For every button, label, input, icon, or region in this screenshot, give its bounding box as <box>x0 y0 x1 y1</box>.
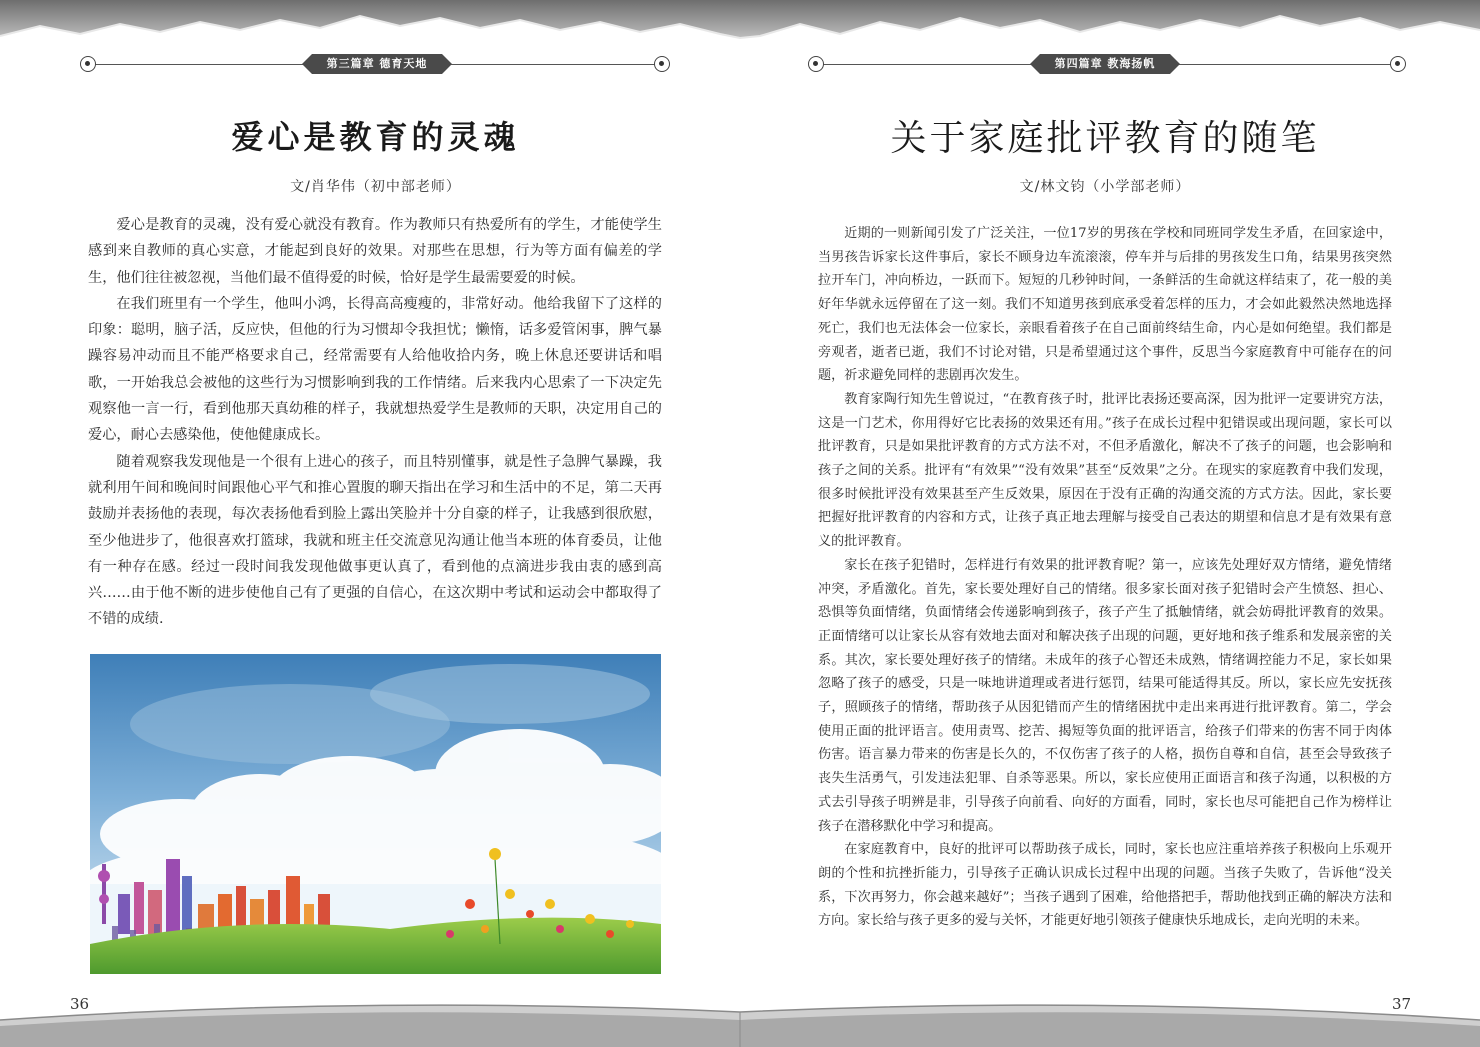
article-author: 文/林文钧（小学部老师） <box>1019 179 1191 195</box>
paragraph: 爱心是教育的灵魂，没有爱心就没有教育。作为教师只有热爱所有的学生，才能使学生感到来自教师的真心实意，才能起到良好的效果。对那些在思想，行为等方面有偏差的学生，他们往往被忽视，当他们最不值得爱的时候，恰好是学生最需要爱的时候。 <box>88 217 662 286</box>
right-chapter-header <box>808 54 1406 74</box>
header-ornament-icon <box>808 56 824 72</box>
paragraph: 在我们班里有一个学生，他叫小鸿，长得高高瘦瘦的，非常好动。他给我留下了这样的印象：聪明，脑子活，反应快，但他的行为习惯却令我担忧；懒惰，话多爱管闲事，脾气暴躁容易冲动而且不能严格要求自己，经常需要有人给他收拾内务，晚上休息还要讲话和唱歌，一开始我总会被他的这些行为习惯影响到我的工作情绪。后来我内心思索了一下决定先观察他一言一行，看到他那天真幼稚的样子，我就想热爱学生是教师的天职，决定用自己的爱心，耐心去感染他，使他健康成长。 <box>88 295 662 444</box>
chapter-tag: 第三篇章 德育天地 <box>312 54 442 74</box>
paragraph: 近期的一则新闻引发了广泛关注，一位17岁的男孩在学校和同班同学发生矛盾，在回家途中，当男孩告诉家长这件事后，家长不顾身边车流滚滚，停车并与后排的男孩发生口角，结果男孩突然拉开车门，冲向桥边，一跃而下。短短的几秒钟时间，一条鲜活的生命就这样结束了，花一般的美好年华就永远停留在了这一刻。我们不知道男孩到底承受着怎样的压力，才会如此毅然决然地选择死亡，我们也无法体会一位家长，亲眼看着孩子在自己面前终结生命，内心是如何绝望。我们都是旁观者，逝者已逝，我们不讨论对错，只是希望通过这个事件，反思当今家庭教育中可能存在的问题，祈求避免同样的悲剧再次发生。 <box>818 226 1392 384</box>
header-ornament-icon <box>654 56 670 72</box>
paragraph: 随着观察我发现他是一个很有上进心的孩子，而且特别懂事，就是性子急脾气暴躁，我就利用午间和晚间时间跟他心平气和推心置腹的聊天指出在学习和生活中的不足，第二天再鼓励并表扬他的表现，每次表扬他看到脸上露出笑脸并十分自豪的样子，让我感到很欣慰，至少他进步了，他很喜欢打篮球，我就和班主任交流意见沟通让他当本班的体育委员，让他有一种存在感。经过一段时间我发现他做事更认真了，看到他的点滴进步我由衷的感到高兴……由于他不断的进步使他自己有了更强的自信心，在这次期中考试和运动会中都取得了不错的成绩. <box>88 453 662 628</box>
article-title: 关于家庭批评教育的随笔 <box>890 118 1320 159</box>
torn-paper-top <box>0 0 1480 42</box>
header-ornament-icon <box>80 56 96 72</box>
left-chapter-header <box>80 54 670 74</box>
article-body <box>818 222 1392 933</box>
article-body <box>88 212 662 633</box>
page-number: 37 <box>1392 995 1412 1013</box>
paragraph: 家长在孩子犯错时，怎样进行有效果的批评教育呢？第一，应该先处理好双方情绪，避免情绪冲突，矛盾激化。首先，家长要处理好自己的情绪。很多家长面对孩子犯错时会产生愤怒、担心、恐惧等负面情绪，负面情绪会传递影响到孩子，孩子产生了抵触情绪，就会妨碍批评教育的效果。正面情绪可以让家长从容有效地去面对和解决孩子出现的问题，更好地和孩子维系和发展亲密的关系。其次，家长要处理好孩子的情绪。未成年的孩子心智还未成熟，情绪调控能力不足，家长如果忽略了孩子的感受，只是一味地讲道理或者进行惩罚，结果可能适得其反。所以，家长应先安抚孩子，照顾孩子的情绪，帮助孩子从因犯错而产生的情绪困扰中走出来再进行批评教育。第二，学会使用正面的批评语言。使用责骂、挖苦、揭短等负面的批评语言，给孩子们带来的伤害不同于肉体伤害。语言暴力带来的伤害是长久的，不仅伤害了孩子的人格，损伤自尊和自信，甚至会导致孩子丧失生活勇气，引发违法犯罪、自杀等恶果。所以，家长应使用正面语言和孩子沟通，以积极的方式去引导孩子明辨是非，引导孩子向前看、向好的方面看，同时，家长也尽可能把自己作为榜样让孩子在潜移默化中学习和提高。 <box>818 557 1392 834</box>
page-number: 36 <box>70 995 90 1013</box>
article-author: 文/肖华伟（初中部老师） <box>290 179 461 195</box>
paragraph: 教育家陶行知先生曾说过，“在教育孩子时，批评比表扬还要高深，因为批评一定要讲究方法，这是一门艺术，你用得好它比表扬的效果还有用。”孩子在成长过程中犯错误或出现问题，家长可以批评教育，只是如果批评教育的方式方法不对，不但矛盾激化，解决不了孩子的问题，也会影响和孩子之间的关系。批评有“有效果”“没有效果”甚至“反效果”之分。在现实的家庭教育中我们发现，很多时候批评没有效果甚至产生反效果，原因在于没有正确的沟通交流的方式方法。因此，家长要把握好批评教育的内容和方式，让孩子真正地去理解与接受自己表达的期望和信息才是有效果有意义的批评教育。 <box>818 391 1392 550</box>
paragraph: 在家庭教育中，良好的批评可以帮助孩子成长，同时，家长也应注重培养孩子积极向上乐观开朗的个性和抗挫折能力，引导孩子正确认识成长过程中出现的问题。当孩子失败了，告诉他“没关系，下次再努力，你会越来越好”；当孩子遇到了困难，给他搭把手，帮助他找到正确的解决方法和方向。家长给与孩子更多的爱与关怀，才能更好地引领孩子健康快乐地成长，走向光明的未来。 <box>818 842 1392 929</box>
city-sky-illustration <box>90 654 661 974</box>
article-title: 爱心是教育的灵魂 <box>231 118 520 156</box>
chapter-tag: 第四篇章 教海扬帆 <box>1040 54 1170 74</box>
header-ornament-icon <box>1390 56 1406 72</box>
page-bottom-curve <box>0 990 1480 1047</box>
